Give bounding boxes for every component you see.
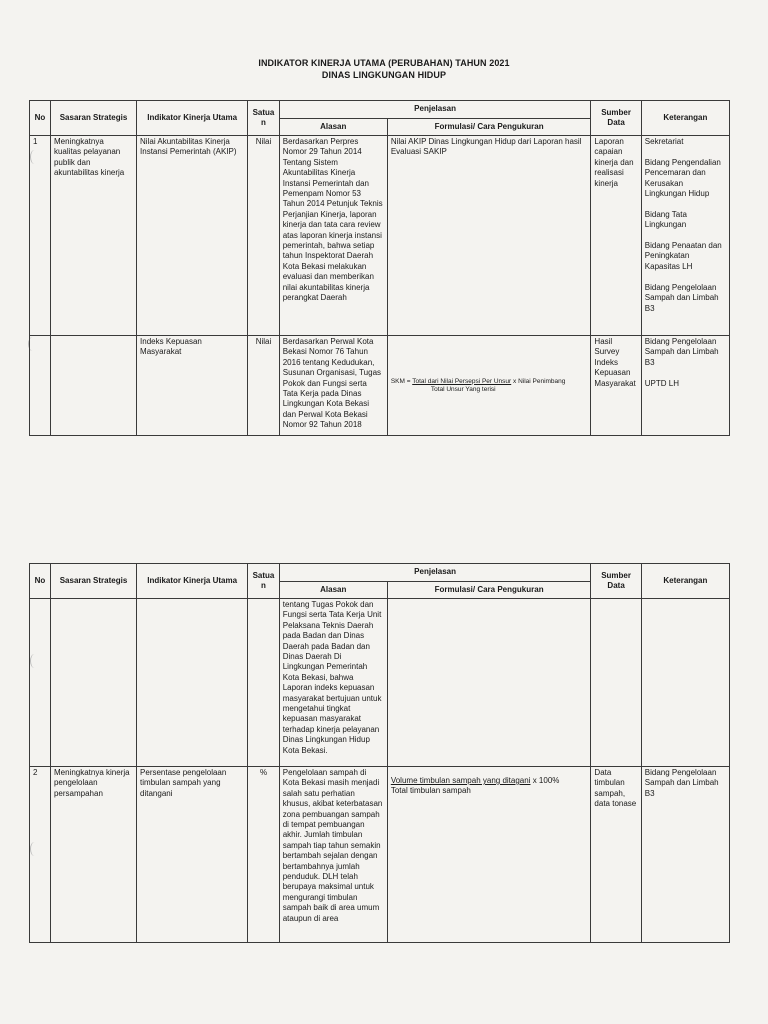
formula-numerator: Total dari Nilai Persepsi Per Unsur [412,377,512,385]
header-satuan: Satuan [248,101,279,136]
cell-formulasi: Nilai AKIP Dinas Lingkungan Hidup dari Laporan hasil Evaluasi SAKIP [387,136,591,336]
header-keterangan: Keterangan [641,564,729,599]
cell-satuan: Nilai [248,136,279,336]
cell-sumber: Data timbulan sampah, data tonase [591,767,641,943]
cell-keterangan [641,599,729,767]
formula-denominator: Total timbulan sampah [390,786,471,796]
cell-keterangan: Bidang Pengelolaan Sampah dan Limbah B3 [641,767,729,943]
header-sumber: Sumber Data [591,101,641,136]
header-no: No [30,101,51,136]
formula-lead: SKM = [390,377,413,385]
cell-alasan: Pengelolaan sampah di Kota Bekasi masih menjadi salah satu perhatian khusus, akibat keterbatasan zona pembuangan sampah di tempat pembuangan akhir. Jumlah timbulan sampah tiap tahun semakin bertambah sejalan dengan bertambahnya jumlah penduduk. DLH telah berupaya maksimal untuk mengurangi timbulan sampah baik di area umum ataupun di area [279,767,387,943]
cell-indikator: Indeks Kepuasan Masyarakat [137,336,248,436]
table-row [30,136,730,336]
cell-satuan: % [248,767,279,943]
document-title: INDIKATOR KINERJA UTAMA (PERUBAHAN) TAHUN 2021 [258,58,510,68]
header-indikator: Indikator Kinerja Utama [137,564,248,599]
header-alasan: Alasan [279,582,387,599]
percent-formula [391,776,588,786]
cell-sasaran [50,599,136,767]
cell-sumber: Laporan capaian kinerja dan realisasi kinerja [591,136,641,336]
cell-formulasi [387,336,591,436]
cell-indikator [137,599,248,767]
header-keterangan: Keterangan [641,101,729,136]
cell-no: 1 [30,136,51,336]
document-subtitle: DINAS LINGKUNGAN HIDUP [321,70,447,80]
header-alasan: Alasan [279,119,387,136]
header-formulasi: Formulasi/ Cara Pengukuran [387,582,591,599]
cell-formulasi [387,767,591,943]
cell-sumber [591,599,641,767]
header-sumber: Sumber Data [591,564,641,599]
cell-keterangan: Bidang Pengelolaan Sampah dan Limbah B3 UPTD LH [641,336,729,436]
cell-sumber: Hasil Survey Indeks Kepuasan Masyarakat [591,336,641,436]
cell-alasan: Berdasarkan Perwal Kota Bekasi Nomor 76 Tahun 2016 tentang Kedudukan, Susunan Organisasi, Tugas Pokok dan Fungsi serta Tata Kerja pada Dinas Lingkungan Kota Bekasi dan Perwal Kota Bekasi Nomor 92 Tahun 2018 [279,336,387,436]
cell-sasaran: Meningkatnya kinerja pengelolaan persampahan [50,767,136,943]
cell-satuan [248,599,279,767]
cell-formulasi [387,599,591,767]
formula-multiplier: x Nilai Penimbang [511,377,566,385]
table-row [30,599,730,767]
formula-denominator: Total Unsur Yang terisi [430,385,496,393]
iku-table-page-2 [29,563,730,943]
header-penjelasan: Penjelasan [279,101,591,119]
header-sasaran: Sasaran Strategis [50,101,136,136]
cell-alasan: tentang Tugas Pokok dan Fungsi serta Tata Kerja Unit Pelaksana Teknis Daerah pada Badan dan Dinas Daerah pada Badan dan Dinas Daerah Di Lingkungan Pemerintah Kota Bekasi, bahwa Laporan indeks kepuasan masyarakat bertujuan untuk mengetahui tingkat kepuasan masyarakat terhadap kinerja pelayanan Dinas Lingkungan Hidup Kota Bekasi. [279,599,387,767]
header-indikator: Indikator Kinerja Utama [137,101,248,136]
cell-no: 2 [30,767,51,943]
header-no: No [30,564,51,599]
header-formulasi: Formulasi/ Cara Pengukuran [387,119,591,136]
cell-sasaran [50,336,136,436]
cell-keterangan: Sekretariat Bidang Pengendalian Pencemaran dan Kerusakan Lingkungan Hidup Bidang Tata Lingkungan Bidang Penaatan dan Peningkatan Kapasitas LH Bidang Pengelolaan Sampah dan Limbah B3 [641,136,729,336]
formula-multiplier: x 100% [530,776,560,785]
cell-sasaran: Meningkatnya kualitas pelayanan publik dan akuntabilitas kinerja [50,136,136,336]
header-satuan: Satuan [248,564,279,599]
iku-table-page-1 [29,100,730,436]
formula-numerator: Volume timbulan sampah yang ditagani [390,776,531,785]
cell-no [30,599,51,767]
cell-alasan: Berdasarkan Perpres Nomor 29 Tahun 2014 Tentang Sistem Akuntabilitas Kinerja Instansi Pemerintah dan Pemenpam Nomor 53 Tahun 2014 Petunjuk Teknis Perjanjian Kinerja, laporan kinerja dan tata cara review atas laporan kinerja instansi pemerintah, bahwa setiap tahun Inspektorat Daerah Kota Bekasi melakukan evaluasi dan memberikan nilai akuntabilitas kinerja perangkat Daerah [279,136,387,336]
table-row [30,336,730,436]
skm-formula [391,378,588,386]
table-row [30,767,730,943]
header-sasaran: Sasaran Strategis [50,564,136,599]
cell-satuan: Nilai [248,336,279,436]
cell-no [30,336,51,436]
cell-indikator: Persentase pengelolaan timbulan sampah yang ditangani [137,767,248,943]
header-penjelasan: Penjelasan [279,564,591,582]
cell-indikator: Nilai Akuntabilitas Kinerja Instansi Pemerintah (AKIP) [137,136,248,336]
